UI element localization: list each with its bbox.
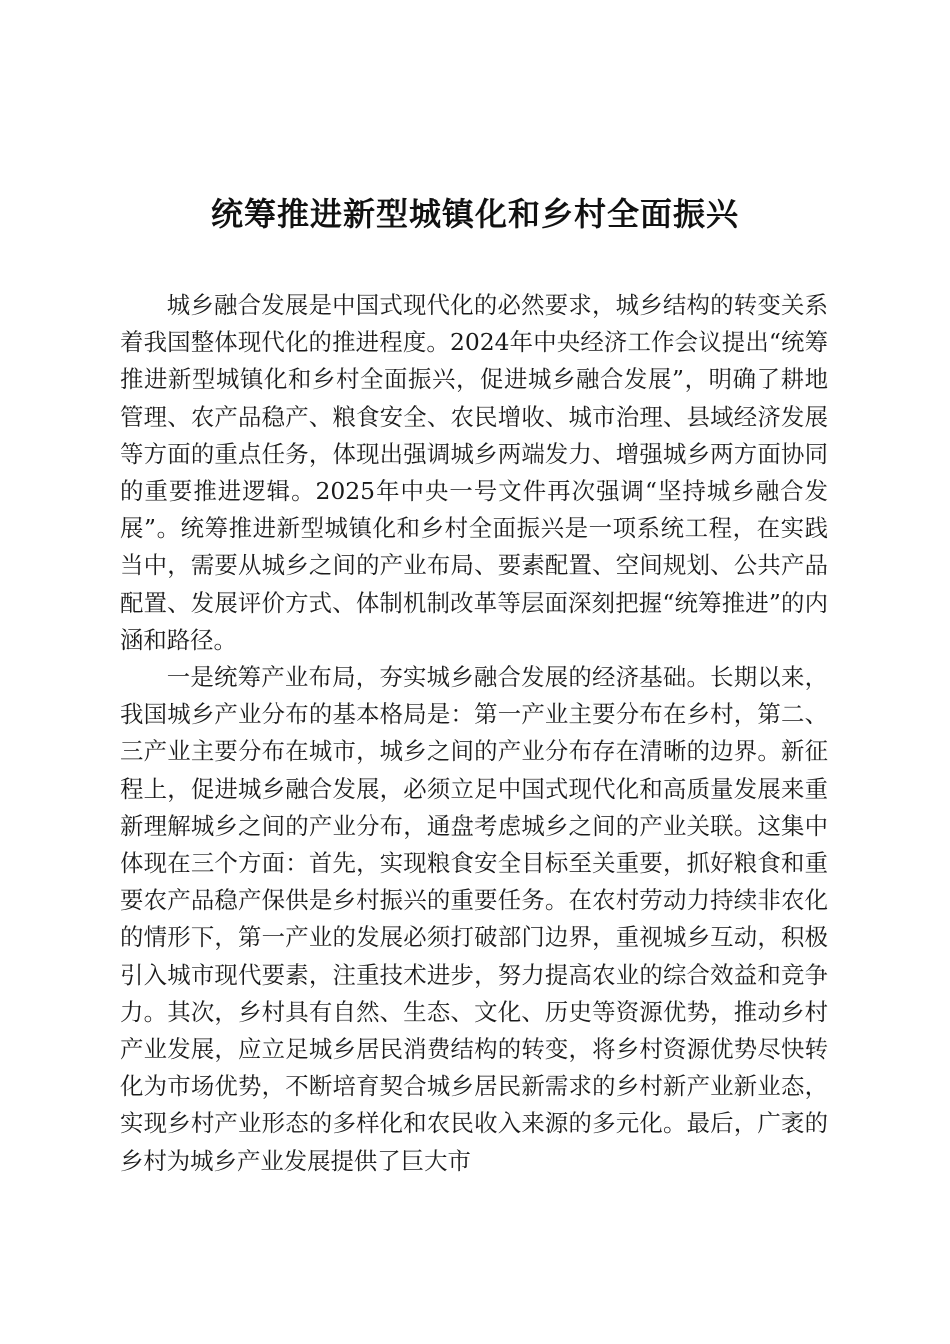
paragraph-intro: 城乡融合发展是中国式现代化的必然要求，城乡结构的转变关系着我国整体现代化的推进程度。2024年中央经济工作会议提出“统筹推进新型城镇化和乡村全面振兴，促进城乡融合发展”，明确了耕地管理、农产品稳产、粮食安全、农民增收、城市治理、县域经济发展等方面的重点任务，体现出强调城乡两端发力、增强城乡两方面协同的重要推进逻辑。2025年中央一号文件再次强调“坚持城乡融合发展”。统筹推进新型城镇化和乡村全面振兴是一项系统工程，在实践当中，需要从城乡之间的产业布局、要素配置、空间规划、公共产品配置、发展评价方式、体制机制改革等层面深刻把握“统筹推进”的内涵和路径。 — [120, 291, 828, 654]
document-body — [120, 287, 828, 1180]
document-title: 统筹推进新型城镇化和乡村全面振兴 — [210, 195, 739, 233]
paragraph-industry-layout: 一是统筹产业布局，夯实城乡融合发展的经济基础。长期以来，我国城乡产业分布的基本格局是：第一产业主要分布在乡村，第二、三产业主要分布在城市，城乡之间的产业分布存在清晰的边界。新征程上，促进城乡融合发展，必须立足中国式现代化和高质量发展来重新理解城乡之间的产业分布，通盘考虑城乡之间的产业关联。这集中体现在三个方面：首先，实现粮食安全目标至关重要，抓好粮食和重要农产品稳产保供是乡村振兴的重要任务。在农村劳动力持续非农化的情形下，第一产业的发展必须打破部门边界，重视城乡互动，积极引入城市现代要素，注重技术进步，努力提高农业的综合效益和竞争力。其次，乡村具有自然、生态、文化、历史等资源优势，推动乡村产业发展，应立足城乡居民消费结构的转变，将乡村资源优势尽快转化为市场优势，不断培育契合城乡居民新需求的乡村新产业新业态，实现乡村产业形态的多样化和农民收入来源的多元化。最后，广袤的乡村为城乡产业发展提供了巨大市 — [120, 663, 828, 1175]
